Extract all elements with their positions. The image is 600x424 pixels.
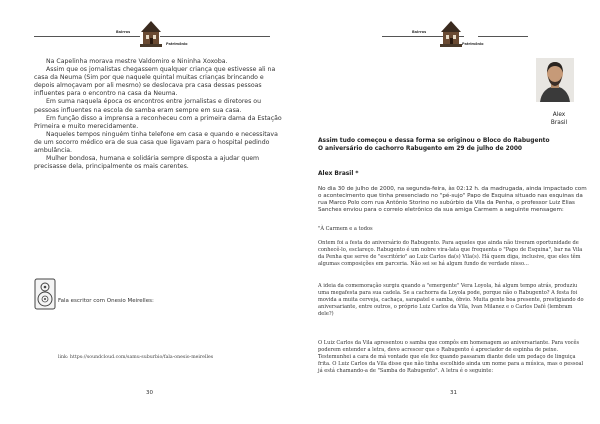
house-illustration-icon — [440, 20, 462, 48]
right-page — [300, 0, 600, 424]
quote-paragraph: A ideia da comemoração surgiu quando a "emergente" Vera Loyola, há algum tempo atrás, produziu uma megafesta para sua cadela. Se a cachorra da Loyola pode, porque não o Rabugento? A festa foi movida a muita cerveja, cachaça, sarapatel e samba, óbvio. Muita gente boa presente, prestigiando do aniversariante, entre outros, o próprio Luiz Carlos da Vila, Ivan Milanez e o Carlos Dafé (lembram dele?) — [318, 283, 584, 318]
quote-paragraph: O Luiz Carlos da Vila apresentou o samba que compôs em homenagem ao aniversariante. Para vocês poderem entender a letra, devo acrescer que o Rabugento é apreciador de espinha de peixe. Testemunhei a cara de má vontade que ele fez quando passaram diante dele um pedaço de linguiça frita. O Luiz Carlos da Vila disse que não tinha escolhido ainda um nome para a música, mas o pessoal já está chamando-a de "Samba do Rabugento". A letra é o seguinte: — [318, 340, 584, 375]
page-number: 31 — [450, 390, 457, 396]
header-rule-left — [34, 36, 140, 37]
paragraph: Em suma naquela época os encontros entre jornalistas e diretores ou pessoas influentes na escola de samba eram sempre em sua casa. — [34, 98, 262, 114]
header-label-bairros: Bairros — [412, 30, 427, 34]
article-title-line: Assim tudo começou e dessa forma se originou o Bloco do Rabugento — [318, 138, 550, 144]
header-label-patrimonio: Patrimônio — [462, 42, 484, 46]
quote-paragraph: Ontem foi a festa do aniversário do Rabugento. Para aqueles que ainda não tiveram oportunidade de conhecê-lo, esclareço. Rabugento é um nobre vira-lata que frequenta o "Papo de Esquina", bar na Vila da Penha que serve de "escritório" ao Luiz Carlos da(s) Vila(s). Há quem diga, inclusive, que eles têm algumas composições em parceria. Não sei se há algum fundo de verdade nisso... — [318, 240, 583, 268]
article-subtitle-line: O aniversário do cachorro Rabugento em 29 de julho de 2000 — [318, 146, 523, 153]
page-number: 30 — [146, 390, 153, 396]
right-page-header — [300, 14, 600, 54]
article-intro: No dia 30 de julho de 2000, na segunda-feira, às 02:12 h. da madrugada, ainda impactado com o acontecimento que tinha presenciado no "pé-sujo" Papo de Esquina situado nas esquinas da rua Marco Polo com rua Antônio Storino no subúrbio da Vila da Penha, o professor Luiz Elias Sanches enviou para o correio eletrônico da sua amiga Carmem a seguinte mensagem: — [318, 186, 587, 214]
photo-caption-last: Brasil — [550, 120, 568, 126]
speaker-icon — [34, 278, 56, 310]
header-label-bairros: Bairros — [116, 30, 131, 34]
article-author: Alex Brasil * — [318, 171, 359, 177]
left-page-header — [0, 14, 300, 54]
photo-caption-first: Alex — [552, 112, 566, 118]
left-page-body — [34, 58, 286, 171]
paragraph: Em função disso a imprensa a reconheceu com a primeira dama da Estação Primeira e muito merecidamente. — [34, 114, 282, 130]
audio-caption: Fala escritor com Onesio Meirelles: — [58, 298, 154, 304]
author-photo — [536, 58, 574, 102]
soundcloud-link[interactable]: link: https://soundcloud.com/samu-suburbio/fala-onesio-meirelles — [58, 355, 214, 360]
article-title — [318, 137, 588, 154]
quote-salutation: "À Carmem e a todos — [318, 226, 373, 232]
paragraph: Mulher bondosa, humana e solidária sempre disposta a ajudar quem precisasse dela, principalmente os mais carentes. — [34, 155, 260, 171]
house-illustration-icon — [140, 20, 162, 48]
header-rule-right — [478, 36, 528, 37]
header-rule-right — [160, 36, 270, 37]
paragraph: Naqueles tempos ninguém tinha telefone em casa e quando e necessitava de um socorro médico era de sua casa que ligavam para o hospital pedindo ambulância. — [34, 130, 278, 155]
header-label-patrimonio: Patrimônio — [166, 42, 188, 46]
paragraph: Na Capelinha morava mestre Valdomiro e Nininha Xoxoba. — [46, 58, 228, 65]
paragraph: Assim que os jornalistas chegassem qualquer criança que estivesse ali na casa da Neuma (Sim por que naquele quintal muitas crianças brincando e depois almoçavam por ali mesmo) se deslocava pra casa dessas pessoas influentes para o encontro na casa da Neuma. — [34, 66, 276, 98]
